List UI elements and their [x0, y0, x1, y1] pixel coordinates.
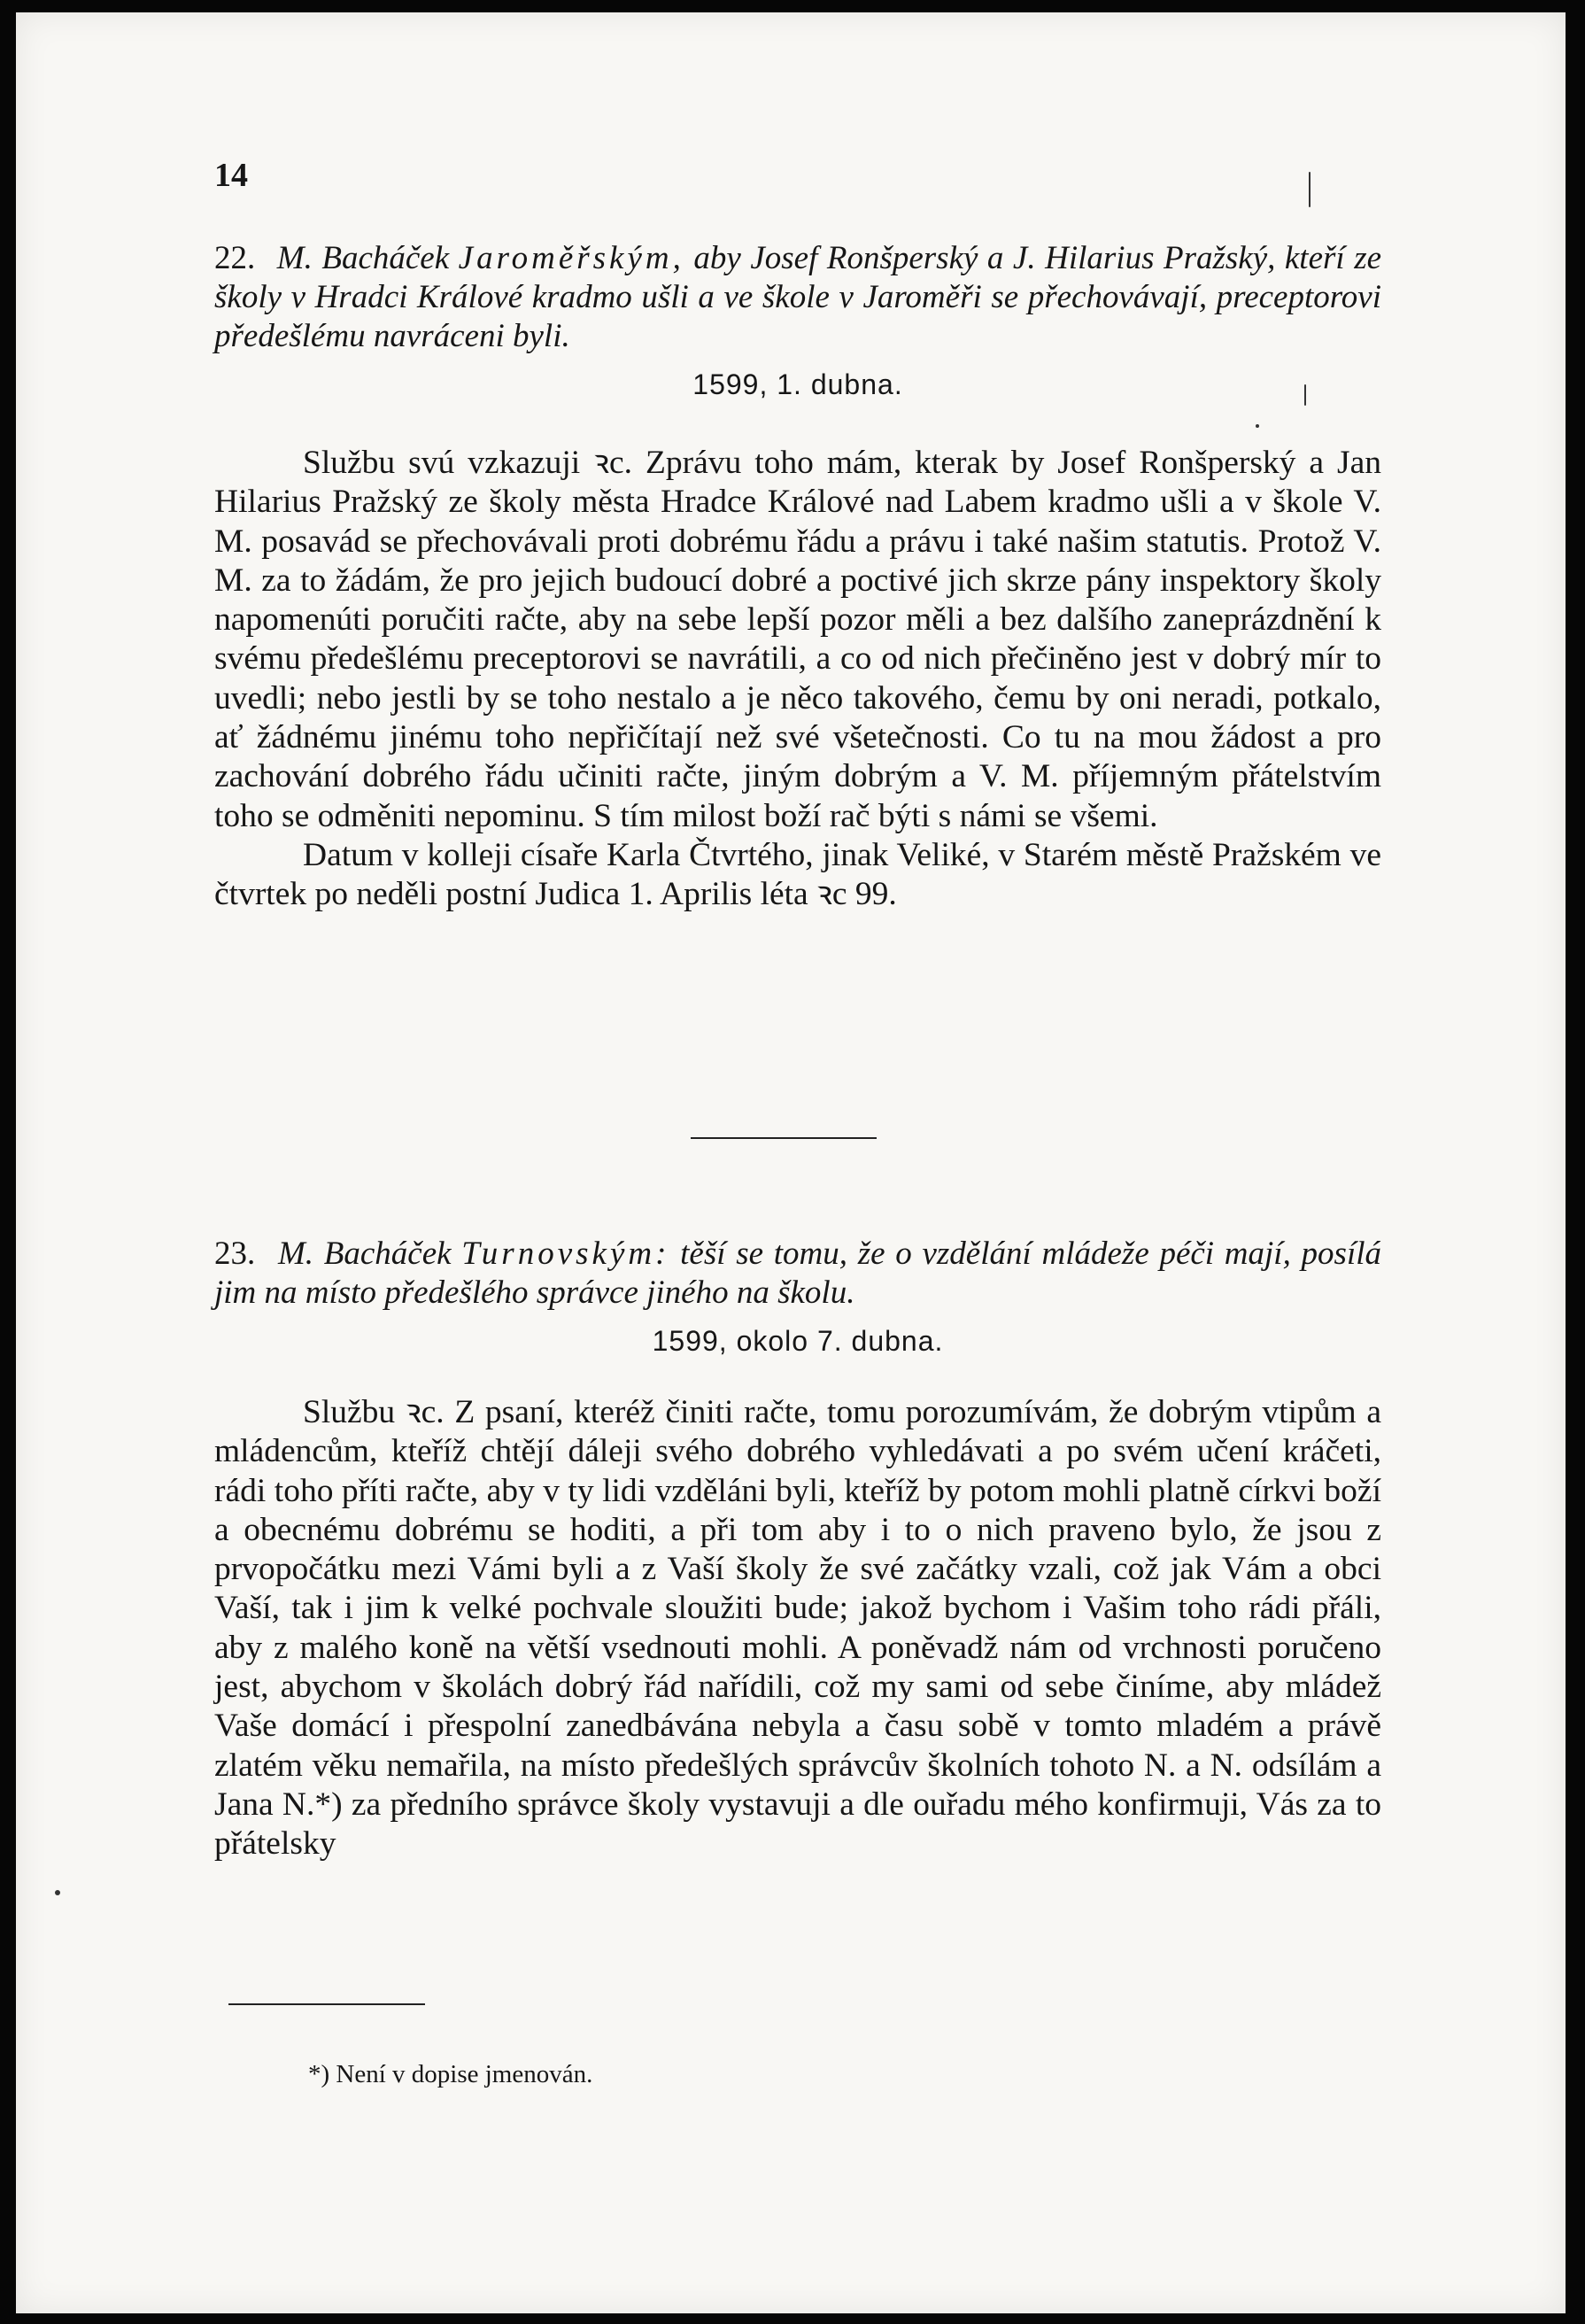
letter-22-date: 1599, 1. dubna. — [692, 368, 903, 400]
letter-22-closing: Datum v kolleji císaře Karla Čtvrtého, jinak Veliké, v Starém městě Pražském ve čtvrtek po neděli postní Judica 1. Aprilis léta ꝛc 99. — [214, 836, 1381, 913]
letter-23-subject: těší se tomu, že o vzdělání mládeže péči mají, posílá jim na místo předešlého správce jiného na školu. — [214, 1236, 1381, 1311]
letter-23-author: M. Bacháček — [277, 1236, 452, 1272]
footnote-rule — [228, 2003, 425, 2005]
document-page — [16, 12, 1566, 2313]
letter-23-recipient: Turnovským: — [461, 1236, 670, 1272]
section-divider — [691, 1137, 877, 1139]
letter-23 — [214, 1235, 1381, 1864]
letter-22-recipient: Jaroměřským, — [458, 240, 684, 276]
letter-22 — [214, 239, 1381, 915]
footnote: *) Není v dopise jmenován. — [308, 2060, 593, 2088]
letter-23-body: Službu ꝛc. Z psaní, kteréž činiti račte, tomu porozumívám, že dobrým vtipům a mládencům, kteříž chtějí dáleji svého dobrého vyhledávati a po svém učení kráčeti, rádi toho příti račte, aby v ty lidi vzděláni byli, kteříž by potom mohli platně církvi boží a obecnému dobrému se hoditi, a při tom aby i to o nich praveno bylo, že jsou z prvopočátku mezi Vámi byli a z Vaší školy že své začátky vzali, což jak Vám a obci Vaší, tak i jim k velké pochvale sloužiti bude; jakož bychom i Vašim toho rádi přáli, aby z malého koně na větší vsednouti mohli. A poněvadž nám od vrchnosti poručeno jest, abychom v školách dobrý řád nařídili, což my sami od sebe činíme, aby mládež Vaše domácí i přespolní zanedbávána nebyla a času sobě v tomto mladém a právě zlatém věku nemařila, na místo předešlých správcův školních tohoto N. a N. odsílám a Jana N.*) za předního správce školy vystavuji a dle ouřadu mého konfirmuji, Vás za to přátelsky — [214, 1394, 1381, 1863]
page-number: 14 — [214, 157, 248, 194]
letter-22-body: Službu svú vzkazuji ꝛc. Zprávu toho mám, kterak by Josef Ronšperský a Jan Hilarius Pražský ze školy města Hradce Králové nad Labem kradmo ušli a v škole V. M. posavád se přechovávali proti dobrému řádu a právu i také našim statutis. Protož V. M. za to žádám, že pro jejich budoucí dobré a poctivé jich skrze pány inspektory školy napomenúti poručiti račte, aby na sebe lepší pozor měli a bez dalšího zaneprázdnění k svému předešlému preceptorovi se navrátili, a co od nich přečiněno jest v dobrý mír to uvedli; nebo jestli by se toho nestalo a je něco takového, čemu by oni neradi, potkalo, ať žádnému jinému toho nepřičítají než své všetečnosti. Co tu na mou žádost a pro zachování dobrého řádu učiniti račte, jiným dobrým a V. M. příjemným přátelstvím toho se odměniti nepominu. S tím milost boží rač býti s námi se všemi. — [214, 445, 1381, 834]
letter-23-body-block — [214, 1393, 1381, 1864]
letter-22-subject: aby Josef Ronšperský a J. Hilarius Pražský, kteří ze školy v Hradci Králové kradmo ušli a ve škole v Jaroměři se přechovávají, preceptorovi předešlému navráceni byli. — [214, 240, 1382, 354]
letter-22-heading — [214, 239, 1381, 356]
letter-23-heading — [214, 1235, 1381, 1313]
letter-22-body-block — [214, 444, 1381, 915]
letter-22-author: M. Bacháček — [276, 240, 450, 276]
letter-22-number: 22. — [214, 240, 256, 276]
letter-23-number: 23. — [214, 1236, 256, 1272]
letter-23-date: 1599, okolo 7. dubna. — [652, 1325, 944, 1357]
